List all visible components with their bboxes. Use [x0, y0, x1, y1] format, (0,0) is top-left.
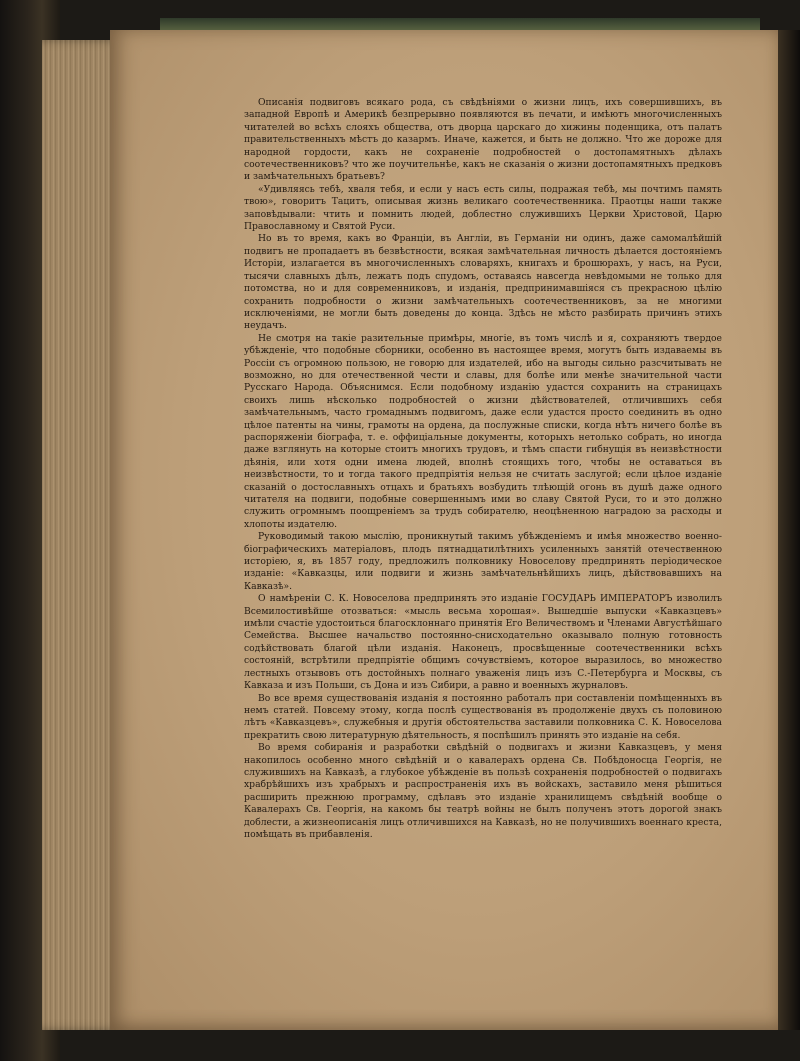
page-shadow-edge [778, 30, 800, 1030]
paragraph-6: О намѣреніи С. К. Новоселова предпринять это изданіе ГОСУДАРЬ ИМПЕРАТОРЪ изволилъ Всемилостивѣйше отозваться: «мысль весьма хорошая». Вышедшіе выпуски «Кавказцевъ» имѣли счастіе удостоиться благосклоннаго принятія Его Величествомъ и Членами Августѣйшаго Семейства. Высшее начальство постоянно-снисходательно оказывало полную готовность содѣйствовать благой цѣли изданія. Наконецъ, просвѣщенные соотечественники всѣхъ состояній, встрѣтили предпріятіе общимъ сочувствіемъ, которое выразилось, во множество лестныхъ отзывовъ отъ достойныхъ полнаго уваженія лицъ изъ С.-Петербурга и Москвы, съ Кавказа и изъ Польши, съ Дона и изъ Сибири, а равно и военныхъ журналовъ. [244, 593, 722, 692]
paragraph-3: Но въ то время, какъ во Франціи, въ Англіи, въ Германіи ни одинъ, даже самомалѣйшій подвигъ не пропадаетъ въ безвѣстности, всякая замѣчательная личность дѣлается достояніемъ Исторіи, излагается въ многочисленныхъ словаряхъ, книгахъ и брошюрахъ, у насъ, на Руси, тысячи славныхъ дѣлъ, лежатъ подъ спудомъ, оставаясь навсегда невѣдомыми не только для потомства, но и для современниковъ, и изданія, предпринимавшіяся съ прекрасною цѣлію сохранить подробности о жизни замѣчательныхъ соотечественниковъ, за не многими исключеніями, не могли быть доведены до конца. Здѣсь не мѣсто разбирать причинъ этихъ неудачъ. [244, 233, 722, 332]
paragraph-4: Не смотря на такіе разительные примѣры, многіе, въ томъ числѣ и я, сохраняютъ твердое убѣжденіе, что подобные сборники, особенно въ настоящее время, могутъ быть издаваемы въ Россіи съ огромною пользою, не говорю для издателей, ибо на выгоды сильно разсчитывать не возможно, но для отечественной чести и славы, для болѣе или менѣе значительной части Русскаго Народа. Объяснимся. Если подобному изданію удастся сохранить на страницахъ своихъ лишь нѣсколько подробностей о жизни дѣйствователей, отличившихъ себя замѣчательнымъ, часто громаднымъ подвигомъ, даже если удастся просто соединить въ одно цѣлое патенты на чины, грамоты на ордена, да послужные списки, когда нѣтъ ничего болѣе въ распоряженіи біографа, т. е. оффиціальные документы, которыхъ нетолько собрать, но иногда даже взглянуть на которые стоитъ многихъ трудовъ, и тѣмъ спасти гибнущія въ неизвѣстности дѣянія, или хотя одни имена людей, вполнѣ стоящихъ того, чтобы не оставаться въ неизвѣстности, то и тогда такого предпріятія нельзя не считать заслугой; если цѣлое изданіе сказаній о достославныхъ отцахъ и братьяхъ возбудить тлѣющій огонь въ душѣ даже одного читателя на подвиги, подобные совершеннымъ ими во славу Святой Руси, то и это должно служить огромнымъ поощреніемъ за трудъ собирателю, неоцѣненною наградою за расходы и хлопоты издателю. [244, 332, 722, 530]
paragraph-1: Описанія подвиговъ всякаго рода, съ свѣдѣніями о жизни лицъ, ихъ совершившихъ, въ западной Европѣ и Америкѣ безпрерывно появляются въ печати, и имѣютъ многочисленныхъ читателей во всѣхъ слояхъ общества, отъ дворца царскаго до хижины поденщика, отъ палатъ правительственныхъ мѣстъ до казармъ. Иначе, кажется, и быть не должно. Что же дороже для народной гордости, какъ не сохраненіе подробностей о достопамятныхъ дѣлахъ соотечественниковъ? что же поучительнѣе, какъ не сказанія о жизни достопамятныхъ предковъ и замѣчательныхъ братьевъ? [244, 97, 722, 183]
paragraph-5: Руководимый такою мыслію, проникнутый такимъ убѣжденіемъ и имѣя множество военно-біографическихъ матеріаловъ, плодъ пятнадцатилѣтнихъ усиленныхъ занятій отечественною исторіею, я, въ 1857 году, предложилъ полковнику Новоселову предпринять періодическое изданіе: «Кавказцы, или подвиги и жизнь замѣчательнѣйшихъ лицъ, дѣйствовавшихъ на Кавказѣ». [244, 531, 722, 592]
paragraph-7: Во все время существованія изданія я постоянно работалъ при составленіи помѣщенныхъ въ немъ статей. Повсему этому, когда послѣ существованія въ продолженіе двухъ съ половиною лѣтъ «Кавказцевъ», служебныя и другія обстоятельства заставили полковника С. К. Новоселова прекратить свою литературную дѣятельность, я поспѣшилъ принять это изданіе на себя. [244, 692, 722, 741]
body-text [244, 97, 722, 967]
paragraph-2: «Удивляясь тебѣ, хваля тебя, и если у насъ есть силы, подражая тебѣ, мы почтимъ память твою», говоритъ Тацитъ, описывая жизнь великаго соотечественника. Праотцы наши также заповѣдывали: чтить и помнить людей, доблестно служившихъ Церкви Христовой, Царю Православному и Святой Руси. [244, 183, 722, 233]
paragraph-8: Во время собиранія и разработки свѣдѣній о подвигахъ и жизни Кавказцевъ, у меня накопилось особенно много свѣдѣній и о кавалерахъ ордена Св. Побѣдоносца Георгія, не служившихъ на Кавказѣ, а глубокое убѣжденіе въ пользѣ сохраненія подробностей о подвигахъ храбрѣйшихъ изъ храбрыхъ и распространенія ихъ въ войскахъ, заставило меня рѣшиться расширить прежнюю программу, сдѣлавъ это изданіе хранилищемъ свѣдѣній вообще о Кавалерахъ Св. Георгія, на какомъ бы театрѣ войны не былъ полученъ этотъ дорогой знакъ доблести, а жизнеописанія лицъ отличившихся на Кавказѣ, но не получившихъ военнаго креста, помѣщать въ прибавленія. [244, 742, 722, 840]
